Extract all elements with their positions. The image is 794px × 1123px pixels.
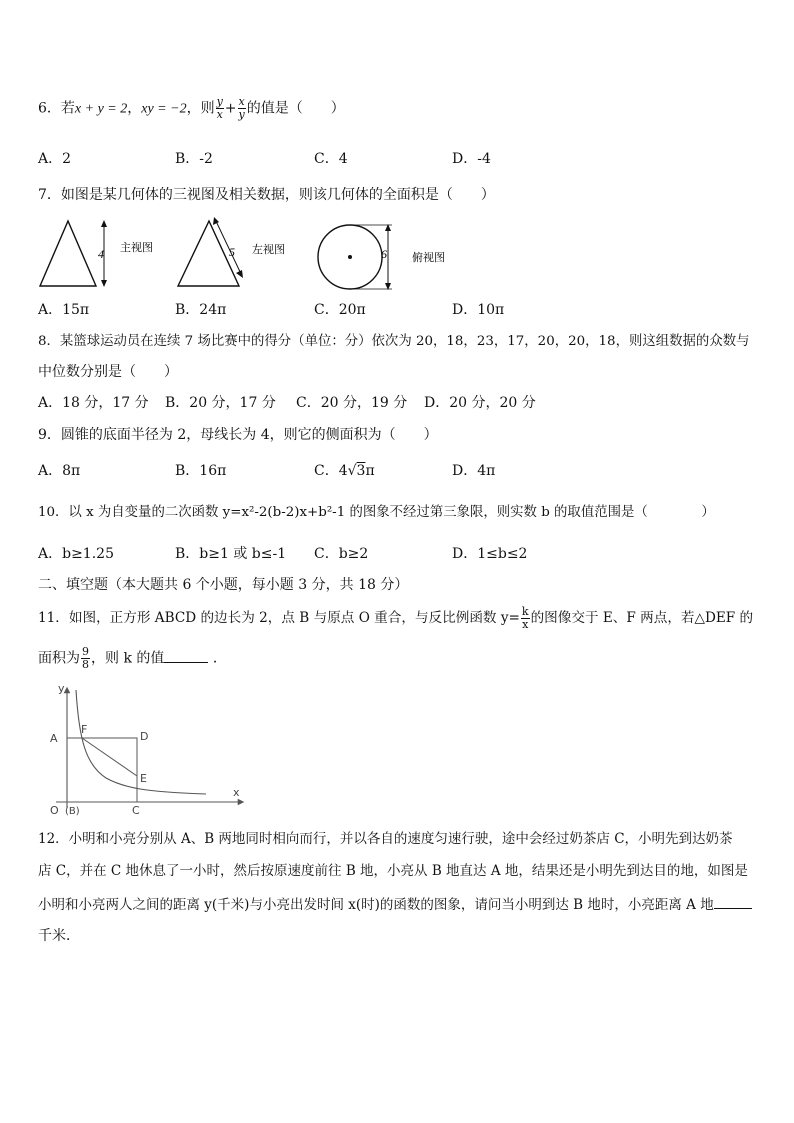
front-view-dim: 4 [98, 247, 104, 261]
left-view-label: 左视图 [252, 243, 285, 256]
q10-stem: 10．以 x 为自变量的二次函数 y=x²-2(b-2)x+b²-1 的图象不经过第三象限，则实数 b 的取值范围是（ ） [38, 505, 715, 520]
q9-option-a: A．8π [38, 463, 81, 479]
label-d: D [140, 730, 149, 743]
q9-stem: 9．圆锥的底面半径为 2，母线长为 4，则它的侧面积为（ ） [38, 427, 438, 443]
label-c: C [132, 804, 140, 817]
q7-option-a: A．15π [38, 302, 90, 318]
fraction-x-over-y: $\frac{x}{y}$ [238, 95, 245, 121]
label-b: (B) [65, 806, 80, 817]
q11-answer-blank [164, 648, 208, 663]
q8-option-a: A．18 分，17 分 [38, 395, 149, 411]
q8-option-d: D．20 分，20 分 [424, 395, 536, 411]
q6-stem: 6．若x + y = 2，xy = −2，则 $\frac{y}{x}$ + $\frac{x}{y}$ 的值是（ ） [38, 95, 345, 121]
three-view-figure [36, 216, 456, 292]
fraction-k-over-x: $\frac{k}{x}$ [521, 605, 529, 631]
q9-option-b: B．16π [175, 463, 227, 479]
q11-stem-line2: 面积为 $\frac{9}{8}$ ，则 k 的值 ． [38, 645, 227, 671]
q12-answer-blank [714, 894, 752, 909]
q12-stem-line3: 小明和小亮两人之间的距离 y(千米)与小亮出发时间 x(时)的函数的图象，请问当小明到达 B 地时，小亮距离 A 地 [38, 894, 752, 915]
section2-title: 二、填空题（本大题共 6 个小题，每小题 3 分，共 18 分） [38, 577, 409, 593]
label-f: F [81, 723, 88, 736]
q7-option-b: B．24π [175, 302, 227, 318]
q12-stem-line2: 店 C，并在 C 地休息了一小时，然后按原速度前往 B 地，小亮从 B 地直达 A 地，结果还是小明先到达目的地，如图是 [38, 863, 748, 879]
q8-option-c: C．20 分，19 分 [296, 395, 408, 411]
top-view-label: 俯视图 [412, 251, 445, 264]
q12-stem-line4: 千米． [38, 928, 80, 944]
q6-option-b: B．-2 [175, 151, 213, 167]
q6-option-a: A．2 [38, 151, 72, 167]
q8-option-b: B．20 分，17 分 [165, 395, 276, 411]
q10-option-c: C．b≥2 [314, 546, 369, 562]
q10-option-d: D．1≤b≤2 [452, 546, 528, 562]
fraction-y-over-x: $\frac{y}{x}$ [216, 95, 223, 121]
q7-option-d: D．10π [452, 302, 505, 318]
q8-stem-line2: 中位数分别是（ ） [38, 364, 178, 380]
label-o: O [50, 804, 59, 817]
top-view-dim: 6 [381, 247, 387, 261]
axis-x-label: x [233, 786, 240, 799]
q12-stem-line1: 12．小明和小亮分别从 A、B 两地同时相向而行，并以各自的速度匀速行驶，途中会经过奶茶店 C，小明先到达奶茶 [38, 831, 733, 847]
q6-option-d: D．-4 [452, 151, 491, 167]
q6-option-c: C．4 [314, 151, 348, 167]
axis-y-label: y [58, 682, 65, 695]
fraction-9-over-8: $\frac{9}{8}$ [82, 645, 89, 671]
q10-option-b: B．b≥1 或 b≤-1 [175, 546, 287, 562]
front-view-triangle [40, 221, 96, 286]
front-view-label: 主视图 [120, 241, 153, 254]
label-a: A [50, 732, 58, 745]
label-e: E [140, 772, 147, 785]
square-abcd [67, 738, 137, 802]
q7-stem: 7．如图是某几何体的三视图及相关数据，则该几何体的全面积是（ ） [38, 187, 495, 203]
q10-option-a: A．b≥1.25 [38, 546, 114, 562]
left-view-dim: 5 [229, 245, 235, 259]
q7-option-c: C．20π [314, 302, 366, 318]
q9-option-c: C．4√3π [314, 463, 375, 479]
q8-stem-line1: 8．某篮球运动员在连续 7 场比赛中的得分（单位：分）依次为 20，18，23，17，20，20，18，则这组数据的众数与 [38, 334, 750, 349]
q9-option-d: D．4π [452, 463, 496, 479]
q11-figure [36, 680, 256, 822]
q11-stem-line1: 11．如图，正方形 ABCD 的边长为 2，点 B 与原点 O 重合，与反比例函数 y= $\frac{k}{x}$ 的图像交于 E、F 两点，若△DEF 的 [38, 605, 754, 631]
